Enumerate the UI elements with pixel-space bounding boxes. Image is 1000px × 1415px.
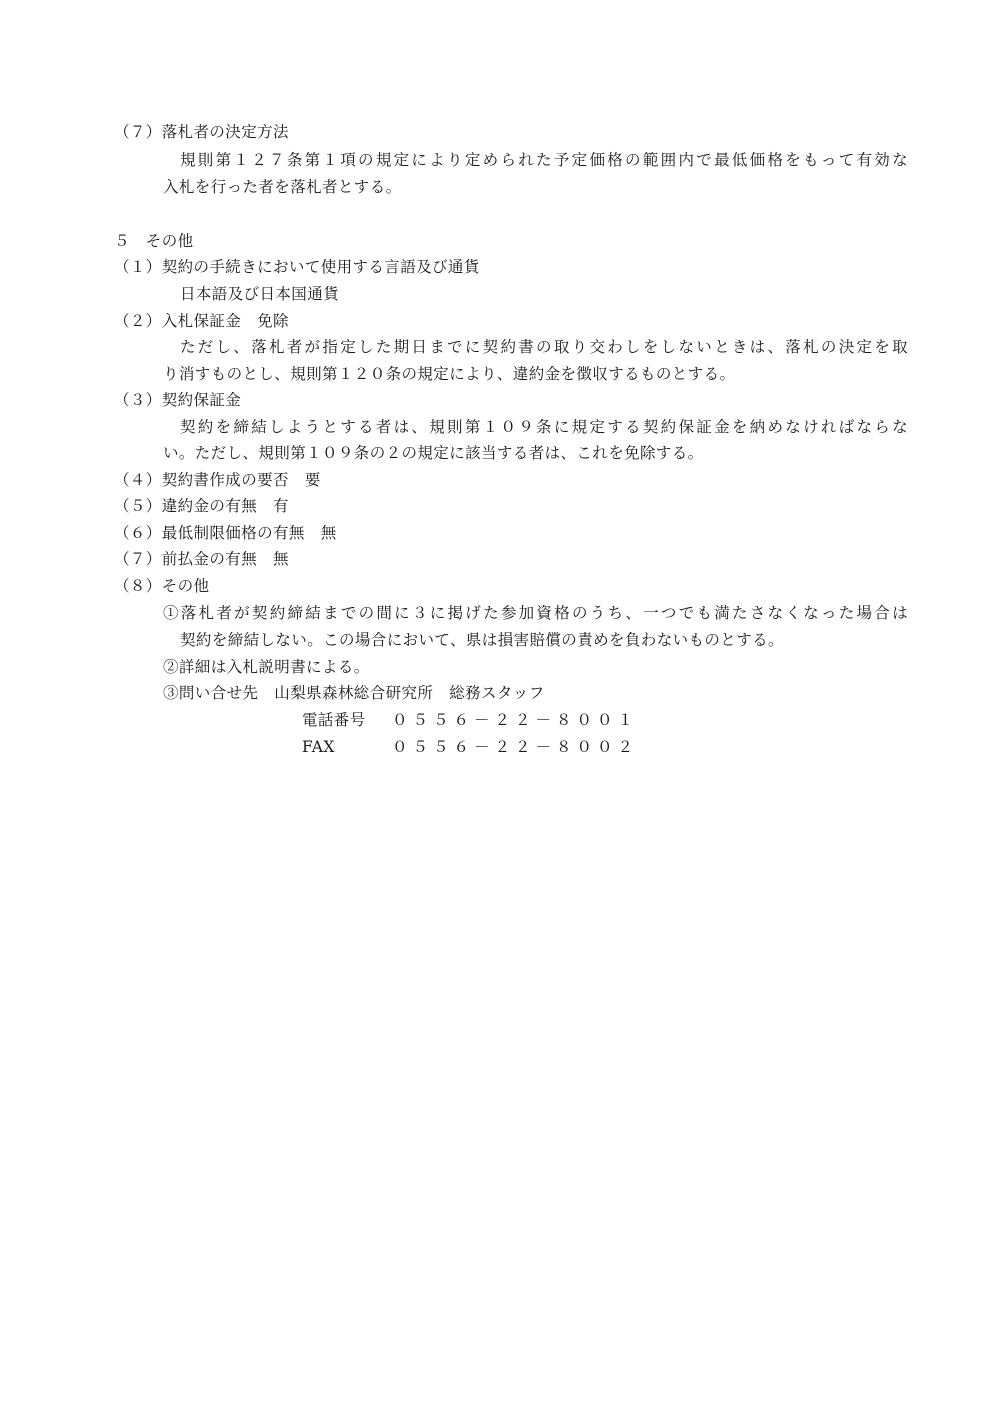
section-4-7-body-line2: 入札を行った者を落札者とする。 [163, 178, 402, 196]
item-2-body-line1: ただし、落札者が指定した期日までに契約書の取り交わしをしないときは、落札の決定を取 [180, 338, 908, 356]
tel-label: 電話番号 [302, 711, 366, 729]
item-1-body: 日本語及び日本国通貨 [180, 285, 340, 303]
tel-number: ０５５６－２２－８００１ [392, 711, 639, 729]
item-8-heading: （８）その他 [114, 577, 210, 595]
section-4-7-body-line1: 規則第１２７条第１項の規定により定められた予定価格の範囲内で最低価格をもって有効な [180, 151, 908, 169]
item-7: （７）前払金の有無 無 [114, 550, 289, 568]
fax-number: ０５５６－２２－８００２ [392, 738, 639, 756]
section-4-7-heading: （７）落札者の決定方法 [114, 123, 289, 141]
item-8-note3: ③問い合せ先 山梨県森林総合研究所 総務スタッフ [163, 684, 545, 702]
item-1-heading: （１）契約の手続きにおいて使用する言語及び通貨 [114, 258, 480, 276]
item-6: （６）最低制限価格の有無 無 [114, 524, 337, 542]
item-2-heading: （２）入札保証金 免除 [114, 312, 289, 330]
item-3-body-line2: い。ただし、規則第１０９条の２の規定に該当する者は、これを免除する。 [163, 444, 704, 462]
fax-label: FAX [302, 738, 335, 756]
item-3-body-line1: 契約を締結しようとする者は、規則第１０９条に規定する契約保証金を納めなければならな [180, 418, 908, 436]
item-8-note1-line1: ①落札者が契約締結までの間に３に掲げた参加資格のうち、一つでも満たさなくなった場合は [163, 604, 908, 622]
item-2-body-line2: り消すものとし、規則第１２０条の規定により、違約金を徴収するものとする。 [163, 365, 736, 383]
item-4: （４）契約書作成の要否 要 [114, 471, 321, 489]
section-5-heading: ５ その他 [114, 232, 194, 250]
item-3-heading: （３）契約保証金 [114, 391, 242, 409]
item-8-note2: ②詳細は入札説明書による。 [163, 658, 370, 676]
item-5: （５）違約金の有無 有 [114, 497, 289, 515]
item-8-note1-line2: 契約を締結しない。この場合において、県は損害賠償の責めを負わないものとする。 [180, 631, 784, 649]
